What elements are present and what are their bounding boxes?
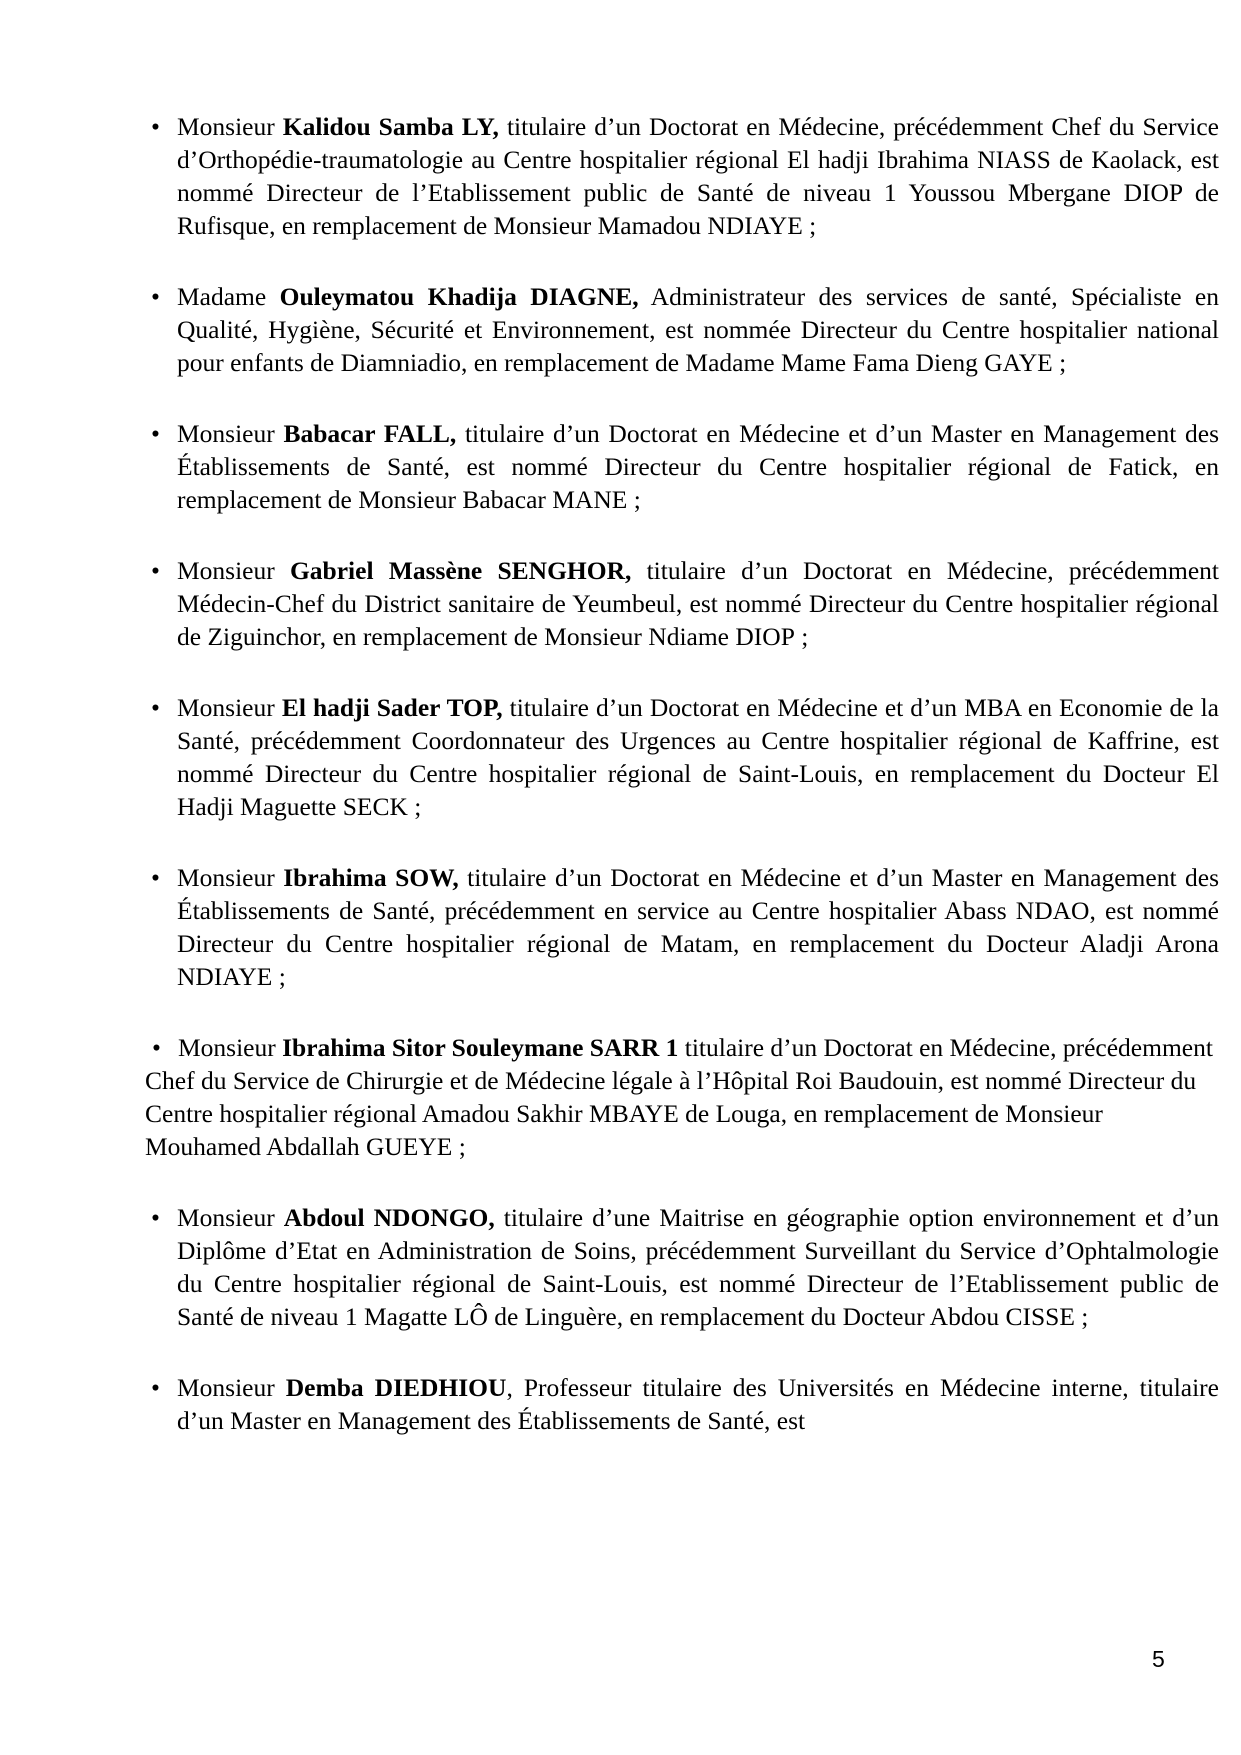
bullet-icon: • (152, 1033, 161, 1062)
item-prefix: Monsieur (177, 556, 290, 585)
item-text (177, 112, 1219, 240)
person-name: El hadji Sader TOP, (281, 693, 503, 722)
person-name: Babacar FALL, (283, 419, 457, 448)
person-name: Kalidou Samba LY, (282, 112, 499, 141)
item-prefix: Monsieur (177, 1373, 286, 1402)
list-item (151, 691, 1219, 823)
item-rest: titulaire d’un Doctorat en Médecine, précédemment Chef du Service d’Orthopédie-traumatologie au Centre hospitalier régional El hadji Ibrahima NIASS de Kaolack, est nommé Directeur de l’Etablissement public de Santé de niveau 1 Youssou Mbergane DIOP de Rufisque, en remplacement de Monsieur Mamadou NDIAYE ; (177, 112, 1219, 240)
list-item (151, 1201, 1219, 1333)
item-prefix: Monsieur (177, 693, 282, 722)
item-text (177, 419, 1219, 514)
list-item (151, 861, 1220, 993)
bullet-icon: • (151, 419, 160, 448)
item-prefix: Monsieur (178, 1033, 283, 1062)
person-name: Demba DIEDHIOU (285, 1373, 507, 1402)
bullet-icon: • (151, 693, 160, 722)
bullet-icon: • (151, 112, 160, 141)
item-prefix: Monsieur (177, 863, 284, 892)
item-rest: titulaire d’un Doctorat en Médecine et d’un MBA en Economie de la Santé, précédemment Coordonnateur des Urgences au Centre hospitalier régional de Kaffrine, est nommé Directeur du Centre hospitalier régional de Saint-Louis, en remplacement du Docteur El Hadji Maguette SECK ; (177, 693, 1219, 821)
item-rest: titulaire d’un Doctorat en Médecine et d’un Master en Management des Établissements de Santé, précédemment en service au Centre hospitalier Abass NDAO, est nommé Directeur du Centre hospitalier régional de Matam, en remplacement du Docteur Aladji Arona NDIAYE ; (177, 863, 1220, 991)
bullet-icon: • (151, 863, 160, 892)
item-text (177, 282, 1219, 377)
person-name: Abdoul NDONGO, (283, 1203, 495, 1232)
item-text (177, 1373, 1219, 1435)
list-item (151, 110, 1219, 242)
item-rest: titulaire d’un Doctorat en Médecine, précédemment Médecin-Chef du District sanitaire de Yeumbeul, est nommé Directeur du Centre hospitalier régional de Ziguinchor, en remplacement de Monsieur Ndiame DIOP ; (177, 556, 1219, 651)
item-rest: Administrateur des services de santé, Spécialiste en Qualité, Hygiène, Sécurité et Environnement, est nommée Directeur du Centre hospitalier national pour enfants de Diamniadio, en remplacement de Madame Mame Fama Dieng GAYE ; (177, 282, 1219, 377)
item-text (177, 693, 1219, 821)
person-name: Ibrahima SOW, (283, 863, 459, 892)
item-text (145, 1033, 1213, 1161)
page-number: 5 (1152, 1646, 1165, 1672)
item-text (177, 863, 1219, 991)
bullet-icon: • (151, 282, 160, 311)
item-prefix: Madame (177, 282, 280, 311)
item-prefix: Monsieur (177, 112, 283, 141)
bullet-icon: • (151, 1203, 160, 1232)
item-prefix: Monsieur (177, 419, 284, 448)
item-rest: titulaire d’une Maitrise en géographie option environnement et d’un Diplôme d’Etat en Administration de Soins, précédemment Surveillant du Service d’Ophtalmologie du Centre hospitalier régional de Saint-Louis, est nommé Directeur de l’Etablissement public de Santé de niveau 1 Magatte LÔ de Linguère, en remplacement du Docteur Abdou CISSE ; (177, 1203, 1219, 1331)
bullet-icon: • (151, 1373, 160, 1402)
person-name: Gabriel Massène SENGHOR, (289, 556, 632, 585)
item-rest: , Professeur titulaire des Universités en Médecine interne, titulaire d’un Master en Management des Établissements de Santé, est (177, 1373, 1219, 1435)
list-item (145, 1031, 1219, 1163)
person-name: Ouleymatou Khadija DIAGNE, (279, 282, 639, 311)
item-prefix: Monsieur (177, 1203, 284, 1232)
document-body (145, 110, 1220, 1475)
item-rest: titulaire d’un Doctorat en Médecine, précédemment Chef du Service de Chirurgie et de Médecine légale à l’Hôpital Roi Baudouin, est nommé Directeur du Centre hospitalier régional Amadou Sakhir MBAYE de Louga, en remplacement de Monsieur Mouhamed Abdallah GUEYE ; (145, 1033, 1213, 1161)
person-name: Ibrahima Sitor Souleymane SARR 1 (282, 1033, 679, 1062)
list-item (151, 417, 1219, 516)
item-rest: titulaire d’un Doctorat en Médecine et d’un Master en Management des Établissements de Santé, est nommé Directeur du Centre hospitalier régional de Fatick, en remplacement de Monsieur Babacar MANE ; (177, 419, 1219, 514)
bullet-icon: • (151, 556, 160, 585)
item-text (177, 1203, 1219, 1331)
list-item (151, 554, 1219, 653)
list-item (151, 1371, 1219, 1437)
item-text (177, 556, 1219, 651)
list-item (151, 280, 1219, 379)
